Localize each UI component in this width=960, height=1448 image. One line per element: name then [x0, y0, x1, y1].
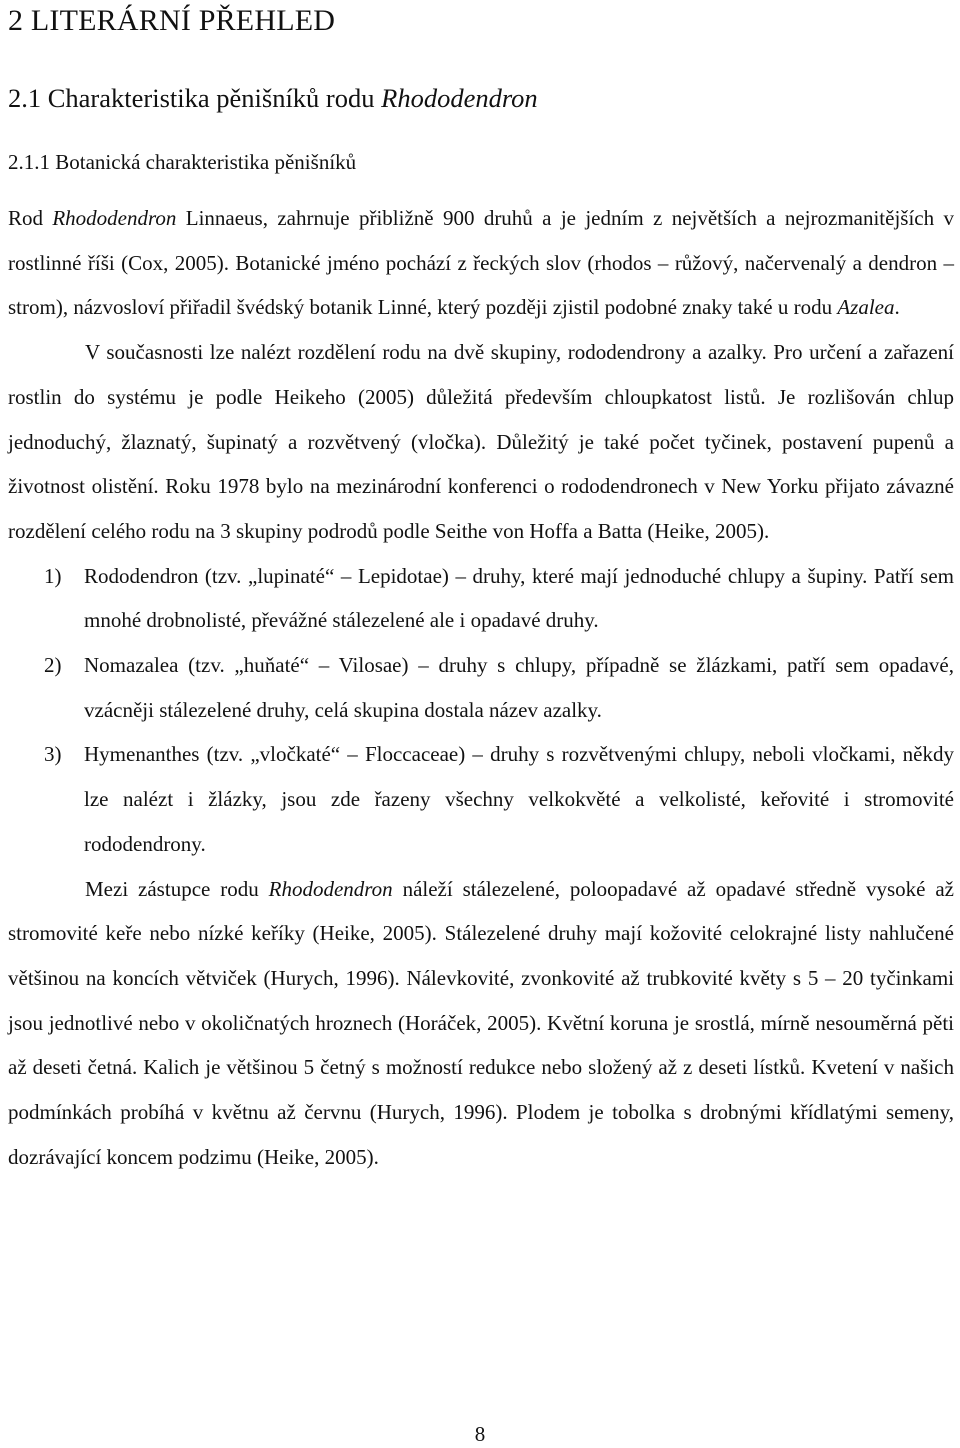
chapter-heading: 2 LITERÁRNÍ PŘEHLED [8, 4, 336, 37]
section-heading [8, 80, 538, 116]
paragraph-classification: V současnosti lze nalézt rozdělení rodu na dvě skupiny, rododendrony a azalky. Pro určení a zařazení rostlin do systému je podle Heikeho (2005) důležitá především chloupkatost listů. Je rozlišován chlup jednoduchý, žlaznatý, šupinatý a rozvětvený (vločka). Důležitý je také počet tyčinek, postavení pupenů a životnost olistění. Roku 1978 bylo na mezinárodní konferenci o rododendronech v New Yorku přijato závazné rozdělení celého rodu na 3 skupiny podrodů podle Seithe von Hoffa a Batta (Heike, 2005). [8, 340, 954, 543]
genus-name: Rhododendron [52, 206, 177, 230]
list-item [8, 554, 954, 643]
list-item [8, 643, 954, 732]
text-run: Rod [8, 206, 53, 230]
genus-name: Rhododendron [268, 876, 393, 901]
text-run: Mezi zástupce rodu [85, 876, 269, 901]
body-text [8, 196, 954, 1179]
list-number: 1) [44, 563, 62, 588]
text-run: Linnaeus, zahrnuje přibližně 900 druhů a je jedním z největších a nejrozmanitějších v rostlinné říši (Cox, 2005). Botanické jméno pochází z řeckých slov (rhodos – růžový, načervenalý a dendron – strom), názvosloví přiřadil švédský botanik Linné, který později zjistil podobné znaky také u rodu [8, 206, 954, 320]
section-heading-text: 2.1 Charakteristika pěnišníků rodu [8, 83, 382, 113]
subgenus-list [8, 554, 954, 867]
list-item [8, 732, 954, 866]
paragraph-description [8, 867, 954, 1180]
page-number: 8 [474, 1422, 486, 1446]
genus-name-azalea: Azalea [837, 295, 895, 320]
section-heading-genus: Rhododendron [381, 83, 538, 113]
list-item-text: Hymenanthes (tzv. „vločkaté“ – Floccaceae) – druhy s rozvětvenými chlupy, neboli vločkami, někdy lze nalézt i žlázky, jsou zde řazeny všechny velkokvěté a velkolisté, keřovité i stromovité rododendrony. [84, 742, 954, 856]
subsection-heading: 2.1.1 Botanická charakteristika pěnišníků [8, 150, 357, 174]
list-number: 2) [44, 653, 62, 678]
list-number: 3) [44, 742, 62, 767]
list-item-text: Rododendron (tzv. „lupinaté“ – Lepidotae) – druhy, které mají jednoduché chlupy a šupiny. Patří sem mnohé drobnolisté, převážné stálezelené ale i opadavé druhy. [84, 563, 954, 633]
text-run: . [894, 295, 900, 320]
text-run: náleží stálezelené, poloopadavé až opadavé středně vysoké až stromovité keře nebo nízké keříky (Heike, 2005). Stálezelené druhy mají kožovité celokrajné listy nahlučené většinou na koncích větviček (Hurych, 1996). Nálevkovité, zvonkovité až trubkovité květy s 5 – 20 tyčinkami jsou jednotlivé nebo v okoličnatých hroznech (Horáček, 2005). Květní koruna je srostlá, mírně nesouměrná pěti až deseti četná. Kalich je většinou 5 četný s možností redukce nebo složený až z deseti lístků. Kvetení v našich podmínkách probíhá v květnu až červnu (Hurych, 1996). Plodem je tobolka s drobnými křídlatými semeny, dozrávající koncem podzimu (Heike, 2005). [8, 876, 954, 1169]
paragraph-intro [8, 196, 954, 330]
list-item-text: Nomazalea (tzv. „huňaté“ – Vilosae) – druhy s chlupy, případně se žlázkami, patří sem opadavé, vzácněji stálezelené druhy, celá skupina dostala název azalky. [84, 653, 954, 722]
